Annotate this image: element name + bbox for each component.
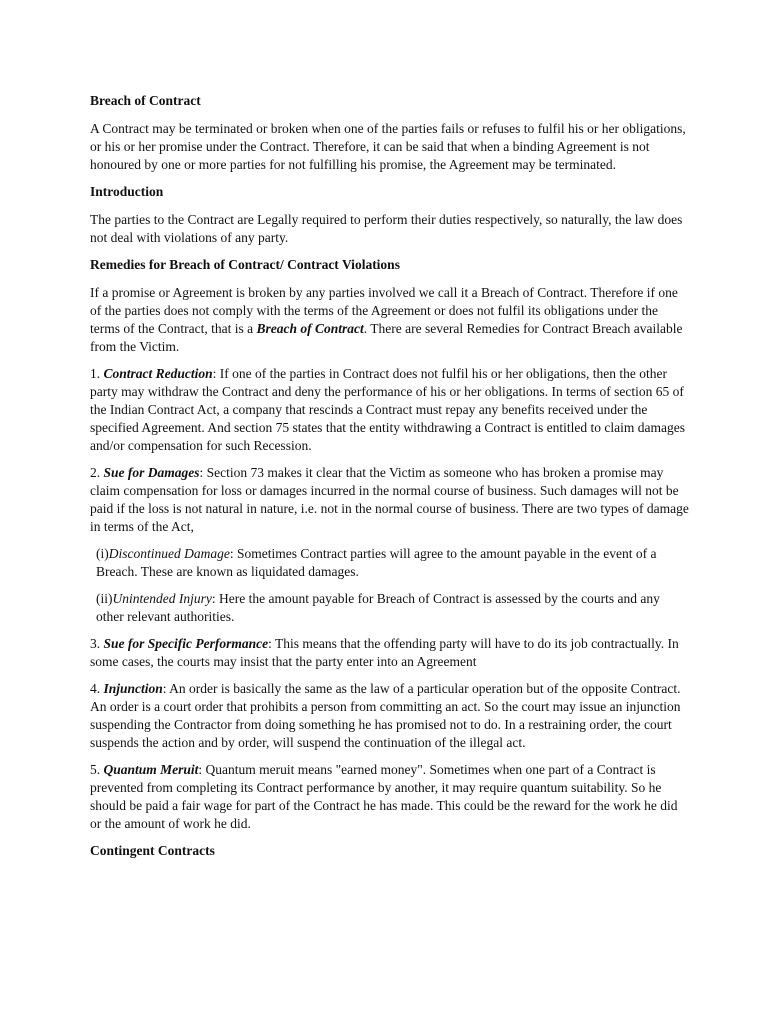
list-item-4 <box>90 680 690 752</box>
list-item-number: 2. <box>90 465 104 480</box>
list-item-number: 3. <box>90 636 104 651</box>
document-page <box>90 88 690 870</box>
sub-item-ii <box>90 590 690 626</box>
sub-item-number: (i) <box>96 546 109 561</box>
sub-item-i <box>90 545 690 581</box>
list-item-number: 4. <box>90 681 104 696</box>
list-item-number: 5. <box>90 762 104 777</box>
list-item-term: Injunction <box>103 681 163 696</box>
sub-item-term: Discontinued Damage <box>108 546 230 561</box>
list-item-text: : An order is basically the same as the law of a particular operation but of the opposite Contract. An order is a court order that prohibits a person from committing an act. So the court may issue an injunction suspending the Contractor from doing something he has promised not to do. In a restraining order, the court suspends the action and by order, will suspend the continuation of the illegal act. <box>90 681 681 750</box>
list-item-term: Contract Reduction <box>103 366 213 381</box>
sub-item-term: Unintended Injury <box>112 591 212 606</box>
list-item-number: 1. <box>90 366 104 381</box>
list-item-term: Sue for Damages <box>103 465 200 480</box>
intro-paragraph: A Contract may be terminated or broken when one of the parties fails or refuses to fulfil his or her obligations, or his or her promise under the Contract. Therefore, it can be said that when a binding Agreement is not honoured by one or more parties for not fulfilling his promise, the Agreement may be terminated. <box>90 121 686 172</box>
introduction-paragraph: The parties to the Contract are Legally required to perform their duties respectively, so naturally, the law does not deal with violations of any party. <box>90 212 683 245</box>
sub-item-text: : Sometimes Contract parties will agree to the amount payable in the event of a Breach. These are known as liquidated damages. <box>96 546 657 579</box>
list-item-text: : Section 73 makes it clear that the Victim as someone who has broken a promise may claim compensation for loss or damages incurred in the normal course of business. Such damages will not be paid if the loss is not natural in nature, i.e. not in the normal course of business. There are two types of damage in terms of the Act, <box>90 465 689 534</box>
introduction-heading: Introduction <box>90 184 164 199</box>
list-item-term: Quantum Meruit <box>103 762 199 777</box>
remedies-text-before: If a promise or Agreement is broken by any parties involved we call it a Breach of Contract. Therefore if one of the parties does not comply with the terms of the Agreement or does not fulfil its obligations under the terms of the Contract, that is a <box>90 285 678 336</box>
list-item-term: Sue for Specific Performance <box>103 636 269 651</box>
sub-item-text: : Here the amount payable for Breach of Contract is assessed by the courts and any other relevant authorities. <box>96 591 660 624</box>
page-title: Breach of Contract <box>90 93 201 108</box>
list-item-text: : This means that the offending party will have to do its job contractually. In some cases, the courts may insist that the party enter into an Agreement <box>90 636 679 669</box>
list-item-5 <box>90 761 690 833</box>
list-item-1 <box>90 365 690 455</box>
list-item-2 <box>90 464 690 536</box>
contingent-heading: Contingent Contracts <box>90 843 215 858</box>
remedies-heading: Remedies for Breach of Contract/ Contract Violations <box>90 257 400 272</box>
remedies-term: Breach of Contract <box>256 321 364 336</box>
sub-item-number: (ii) <box>96 591 113 606</box>
remedies-paragraph <box>90 284 690 356</box>
remedies-text-after: . There are several Remedies for Contract Breach available from the Victim. <box>90 321 683 354</box>
list-item-text: : Quantum meruit means "earned money". Sometimes when one part of a Contract is prevented from completing its Contract performance by another, it may require quantum suitability. So he should be paid a fair wage for part of the Contract he has made. This could be the reward for the work he did or the amount of work he did. <box>90 762 678 831</box>
list-item-3 <box>90 635 690 671</box>
list-item-text: : If one of the parties in Contract does not fulfil his or her obligations, then the other party may withdraw the Contract and deny the performance of his or her obligations. In terms of section 65 of the Indian Contract Act, a company that rescinds a Contract must repay any benefits received under the specified Agreement. And section 75 states that the entity withdrawing a Contract is entitled to claim damages and/or compensation for such Recession. <box>90 366 685 453</box>
